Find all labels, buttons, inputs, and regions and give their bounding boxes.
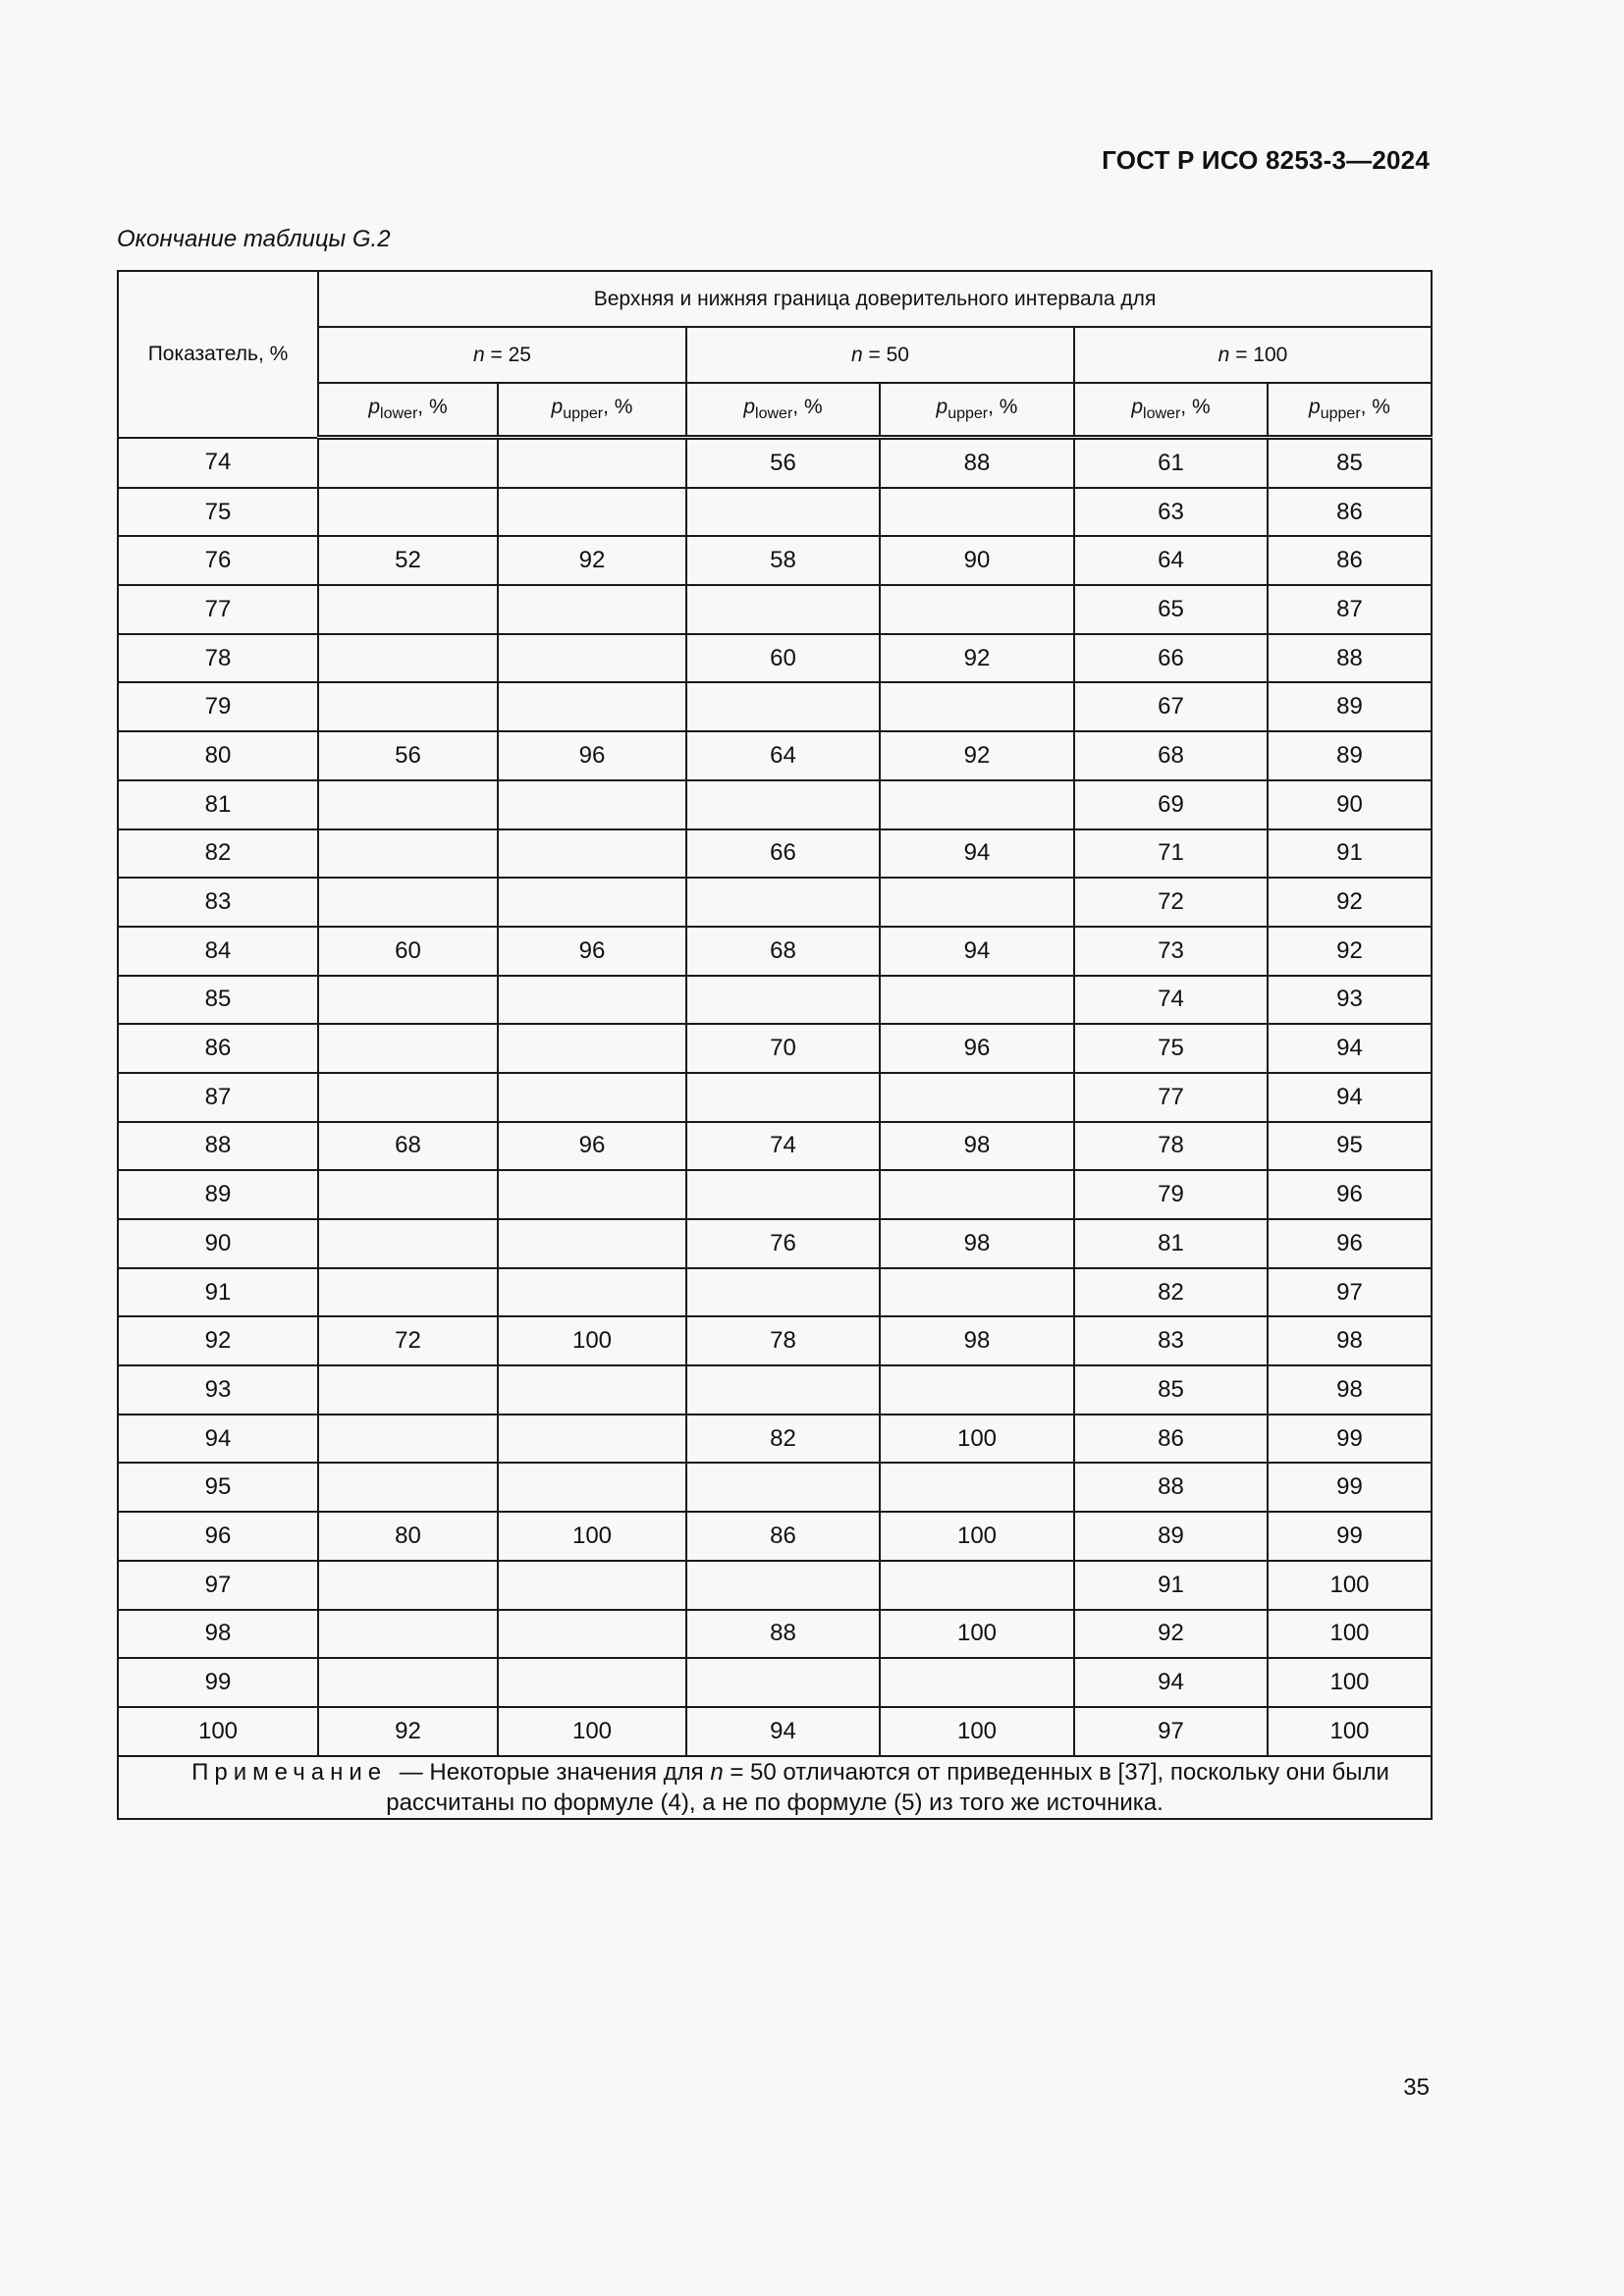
value-cell: 92	[880, 731, 1074, 780]
value-cell	[498, 682, 686, 731]
value-cell: 92	[1074, 1610, 1268, 1659]
value-cell: 60	[686, 634, 880, 683]
value-cell	[498, 1219, 686, 1268]
note-text-after: = 50 отличаются от приведенных в [37], поскольку они были рассчитаны по формуле (4), а не по формуле (5) из того же источника.	[386, 1758, 1389, 1816]
indicator-cell: 84	[118, 927, 318, 976]
value-cell	[686, 1658, 880, 1707]
value-cell	[686, 1170, 880, 1219]
value-cell	[498, 1610, 686, 1659]
indicator-cell: 75	[118, 488, 318, 537]
indicator-cell: 92	[118, 1316, 318, 1365]
value-cell: 100	[880, 1415, 1074, 1464]
value-cell	[880, 1561, 1074, 1610]
value-cell: 100	[498, 1707, 686, 1756]
value-cell	[686, 1561, 880, 1610]
value-cell: 94	[1268, 1073, 1432, 1122]
value-cell	[318, 829, 498, 879]
p-upper-header	[1268, 383, 1432, 438]
value-cell: 92	[880, 634, 1074, 683]
value-cell	[318, 682, 498, 731]
value-cell	[498, 829, 686, 879]
indicator-cell: 91	[118, 1268, 318, 1317]
value-cell: 93	[1268, 976, 1432, 1025]
table-row	[118, 1512, 1432, 1561]
indicator-cell: 83	[118, 878, 318, 927]
value-cell: 88	[1268, 634, 1432, 683]
value-cell: 72	[318, 1316, 498, 1365]
indicator-cell: 80	[118, 731, 318, 780]
indicator-column-header: Показатель, %	[118, 271, 318, 438]
value-cell: 87	[1268, 585, 1432, 634]
table-row	[118, 1415, 1432, 1464]
p-upper-header	[880, 383, 1074, 438]
value-cell: 94	[1074, 1658, 1268, 1707]
value-cell	[318, 1463, 498, 1512]
table-row	[118, 1658, 1432, 1707]
table-body	[118, 438, 1432, 1756]
unit-suffix: , %	[988, 396, 1018, 418]
value-cell	[498, 1365, 686, 1415]
value-cell: 90	[1268, 780, 1432, 829]
value-cell	[498, 1024, 686, 1073]
value-cell: 72	[1074, 878, 1268, 927]
value-cell	[498, 1463, 686, 1512]
value-cell: 92	[498, 536, 686, 585]
value-cell: 91	[1268, 829, 1432, 879]
p-subscript: upper	[563, 405, 604, 422]
value-cell: 99	[1268, 1463, 1432, 1512]
p-symbol: p	[368, 396, 381, 418]
value-cell: 89	[1268, 731, 1432, 780]
value-cell	[686, 488, 880, 537]
n-group-header	[318, 327, 686, 383]
p-symbol: p	[551, 396, 564, 418]
n-group-header	[686, 327, 1074, 383]
value-cell: 94	[686, 1707, 880, 1756]
indicator-cell: 94	[118, 1415, 318, 1464]
value-cell: 66	[1074, 634, 1268, 683]
value-cell	[686, 976, 880, 1025]
value-cell: 69	[1074, 780, 1268, 829]
table-note	[118, 1756, 1432, 1819]
unit-suffix: , %	[603, 396, 633, 418]
value-cell: 89	[1074, 1512, 1268, 1561]
p-lower-header	[318, 383, 498, 438]
indicator-cell: 96	[118, 1512, 318, 1561]
value-cell: 52	[318, 536, 498, 585]
table-row	[118, 1219, 1432, 1268]
value-cell: 100	[1268, 1561, 1432, 1610]
value-cell: 61	[1074, 438, 1268, 488]
p-subscript: upper	[947, 405, 989, 422]
p-upper-header	[498, 383, 686, 438]
value-cell: 99	[1268, 1512, 1432, 1561]
value-cell: 67	[1074, 682, 1268, 731]
value-cell: 64	[686, 731, 880, 780]
value-cell: 97	[1074, 1707, 1268, 1756]
value-cell: 96	[498, 1122, 686, 1171]
table-row	[118, 731, 1432, 780]
value-cell	[498, 1073, 686, 1122]
value-cell	[498, 780, 686, 829]
value-cell: 86	[1074, 1415, 1268, 1464]
value-cell: 77	[1074, 1073, 1268, 1122]
table-row	[118, 488, 1432, 537]
table-row	[118, 682, 1432, 731]
confidence-interval-group-header: Верхняя и нижняя граница доверительного интервала для	[318, 271, 1432, 327]
value-cell	[880, 1463, 1074, 1512]
value-cell: 60	[318, 927, 498, 976]
indicator-cell: 93	[118, 1365, 318, 1415]
value-cell	[880, 1658, 1074, 1707]
value-cell	[686, 1365, 880, 1415]
n-value: = 50	[868, 343, 909, 366]
table-row	[118, 927, 1432, 976]
value-cell: 82	[1074, 1268, 1268, 1317]
note-text-before: — Некоторые значения для	[399, 1758, 704, 1786]
value-cell: 100	[1268, 1658, 1432, 1707]
value-cell: 96	[498, 927, 686, 976]
value-cell: 58	[686, 536, 880, 585]
value-cell	[880, 1170, 1074, 1219]
value-cell: 56	[318, 731, 498, 780]
table-row	[118, 1707, 1432, 1756]
value-cell	[318, 1365, 498, 1415]
value-cell	[318, 780, 498, 829]
value-cell: 63	[1074, 488, 1268, 537]
value-cell	[880, 976, 1074, 1025]
table-row	[118, 1365, 1432, 1415]
p-symbol: p	[743, 396, 756, 418]
indicator-cell: 97	[118, 1561, 318, 1610]
indicator-cell: 78	[118, 634, 318, 683]
value-cell	[686, 878, 880, 927]
n-value: = 100	[1235, 343, 1288, 366]
table-row	[118, 780, 1432, 829]
value-cell	[686, 1463, 880, 1512]
value-cell	[318, 585, 498, 634]
value-cell: 97	[1268, 1268, 1432, 1317]
value-cell: 98	[880, 1219, 1074, 1268]
value-cell: 88	[686, 1610, 880, 1659]
value-cell	[318, 1073, 498, 1122]
value-cell	[318, 1610, 498, 1659]
table-row	[118, 1561, 1432, 1610]
value-cell	[318, 1658, 498, 1707]
indicator-cell: 90	[118, 1219, 318, 1268]
table-row	[118, 536, 1432, 585]
value-cell: 100	[498, 1316, 686, 1365]
value-cell: 79	[1074, 1170, 1268, 1219]
value-cell: 98	[1268, 1365, 1432, 1415]
value-cell: 75	[1074, 1024, 1268, 1073]
n-symbol: n	[1218, 343, 1230, 366]
value-cell	[498, 1561, 686, 1610]
table-row	[118, 1463, 1432, 1512]
value-cell	[318, 1219, 498, 1268]
table-row	[118, 1024, 1432, 1073]
value-cell: 96	[880, 1024, 1074, 1073]
value-cell: 68	[1074, 731, 1268, 780]
value-cell	[880, 1365, 1074, 1415]
note-n-symbol: n	[710, 1758, 724, 1786]
unit-suffix: , %	[1180, 396, 1211, 418]
value-cell: 98	[880, 1316, 1074, 1365]
value-cell: 95	[1268, 1122, 1432, 1171]
value-cell: 88	[1074, 1463, 1268, 1512]
value-cell: 90	[880, 536, 1074, 585]
p-subscript: upper	[1320, 405, 1361, 422]
value-cell: 82	[686, 1415, 880, 1464]
value-cell	[318, 488, 498, 537]
indicator-cell: 89	[118, 1170, 318, 1219]
value-cell	[318, 878, 498, 927]
value-cell: 98	[880, 1122, 1074, 1171]
value-cell: 89	[1268, 682, 1432, 731]
indicator-cell: 88	[118, 1122, 318, 1171]
value-cell	[498, 878, 686, 927]
value-cell	[686, 682, 880, 731]
table-row	[118, 1170, 1432, 1219]
unit-suffix: , %	[1360, 396, 1390, 418]
indicator-cell: 85	[118, 976, 318, 1025]
value-cell: 80	[318, 1512, 498, 1561]
value-cell	[880, 1073, 1074, 1122]
table-row	[118, 1610, 1432, 1659]
value-cell	[498, 634, 686, 683]
value-cell	[318, 634, 498, 683]
value-cell: 92	[1268, 927, 1432, 976]
value-cell: 100	[880, 1707, 1074, 1756]
indicator-cell: 86	[118, 1024, 318, 1073]
value-cell	[498, 438, 686, 488]
p-symbol: p	[936, 396, 948, 418]
unit-suffix: , %	[792, 396, 823, 418]
value-cell	[686, 1073, 880, 1122]
value-cell	[880, 488, 1074, 537]
standard-header: ГОСТ Р ИСО 8253-3—2024	[1102, 145, 1430, 175]
p-subscript: lower	[755, 405, 793, 422]
value-cell: 85	[1268, 438, 1432, 488]
value-cell: 92	[1268, 878, 1432, 927]
value-cell	[498, 488, 686, 537]
table-row	[118, 976, 1432, 1025]
p-lower-header	[686, 383, 880, 438]
n-symbol: n	[473, 343, 485, 366]
value-cell: 96	[1268, 1219, 1432, 1268]
indicator-cell: 87	[118, 1073, 318, 1122]
value-cell: 92	[318, 1707, 498, 1756]
value-cell: 81	[1074, 1219, 1268, 1268]
p-subscript: lower	[1143, 405, 1181, 422]
value-cell: 56	[686, 438, 880, 488]
value-cell: 86	[686, 1512, 880, 1561]
table-row	[118, 585, 1432, 634]
indicator-cell: 76	[118, 536, 318, 585]
table-row	[118, 438, 1432, 488]
value-cell: 88	[880, 438, 1074, 488]
value-cell	[880, 1268, 1074, 1317]
value-cell: 94	[880, 829, 1074, 879]
value-cell	[318, 1268, 498, 1317]
value-cell: 74	[686, 1122, 880, 1171]
value-cell	[318, 976, 498, 1025]
unit-suffix: , %	[417, 396, 448, 418]
value-cell	[318, 1561, 498, 1610]
table-row	[118, 1122, 1432, 1171]
confidence-interval-table	[117, 270, 1433, 1820]
value-cell: 76	[686, 1219, 880, 1268]
indicator-cell: 95	[118, 1463, 318, 1512]
value-cell	[318, 438, 498, 488]
value-cell: 74	[1074, 976, 1268, 1025]
table-row	[118, 829, 1432, 879]
n-value: = 25	[490, 343, 531, 366]
value-cell: 78	[1074, 1122, 1268, 1171]
table-header	[118, 271, 1432, 438]
value-cell: 65	[1074, 585, 1268, 634]
value-cell: 70	[686, 1024, 880, 1073]
p-subscript: lower	[380, 405, 418, 422]
value-cell: 86	[1268, 488, 1432, 537]
value-cell: 86	[1268, 536, 1432, 585]
value-cell: 71	[1074, 829, 1268, 879]
table-row	[118, 1316, 1432, 1365]
p-lower-header	[1074, 383, 1268, 438]
value-cell	[498, 1268, 686, 1317]
value-cell: 68	[686, 927, 880, 976]
value-cell: 64	[1074, 536, 1268, 585]
value-cell: 94	[880, 927, 1074, 976]
p-symbol: p	[1131, 396, 1144, 418]
value-cell	[686, 1268, 880, 1317]
value-cell	[318, 1024, 498, 1073]
value-cell: 78	[686, 1316, 880, 1365]
value-cell	[880, 780, 1074, 829]
value-cell: 85	[1074, 1365, 1268, 1415]
value-cell	[498, 1658, 686, 1707]
value-cell	[498, 585, 686, 634]
indicator-cell: 98	[118, 1610, 318, 1659]
indicator-cell: 100	[118, 1707, 318, 1756]
n-symbol: n	[851, 343, 863, 366]
value-cell: 99	[1268, 1415, 1432, 1464]
indicator-cell: 74	[118, 438, 318, 488]
page-number: 35	[1403, 2074, 1430, 2101]
p-symbol: p	[1309, 396, 1321, 418]
value-cell	[318, 1170, 498, 1219]
value-cell: 96	[498, 731, 686, 780]
indicator-cell: 77	[118, 585, 318, 634]
value-cell	[686, 585, 880, 634]
value-cell: 100	[498, 1512, 686, 1561]
table-row	[118, 1073, 1432, 1122]
value-cell: 100	[1268, 1610, 1432, 1659]
n-group-header	[1074, 327, 1432, 383]
table-row	[118, 1268, 1432, 1317]
indicator-cell: 99	[118, 1658, 318, 1707]
value-cell: 96	[1268, 1170, 1432, 1219]
indicator-cell: 79	[118, 682, 318, 731]
value-cell	[880, 585, 1074, 634]
value-cell	[880, 878, 1074, 927]
indicator-cell: 81	[118, 780, 318, 829]
value-cell	[686, 780, 880, 829]
value-cell	[498, 1415, 686, 1464]
table-row	[118, 634, 1432, 683]
value-cell	[880, 682, 1074, 731]
value-cell: 83	[1074, 1316, 1268, 1365]
note-label: Примечание	[191, 1758, 388, 1786]
table-caption: Окончание таблицы G.2	[117, 226, 391, 252]
value-cell: 100	[1268, 1707, 1432, 1756]
value-cell: 73	[1074, 927, 1268, 976]
value-cell	[498, 1170, 686, 1219]
value-cell	[318, 1415, 498, 1464]
value-cell: 68	[318, 1122, 498, 1171]
indicator-cell: 82	[118, 829, 318, 879]
value-cell: 98	[1268, 1316, 1432, 1365]
table-row	[118, 878, 1432, 927]
value-cell: 94	[1268, 1024, 1432, 1073]
value-cell	[498, 976, 686, 1025]
value-cell: 66	[686, 829, 880, 879]
value-cell: 100	[880, 1610, 1074, 1659]
value-cell: 91	[1074, 1561, 1268, 1610]
value-cell: 100	[880, 1512, 1074, 1561]
